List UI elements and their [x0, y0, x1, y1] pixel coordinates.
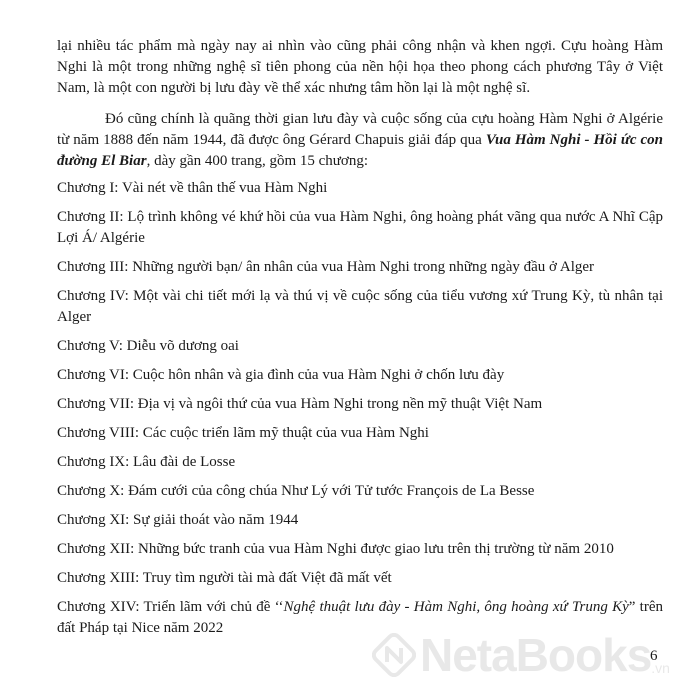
chapter-14-label: Chương XIV: Triển lãm với chủ đề ‘‘: [57, 599, 284, 615]
watermark-brand: NetaBooks: [420, 629, 652, 681]
chapter-item: Chương XI: Sự giải thoát vào năm 1944: [57, 512, 299, 528]
paragraph-book-info-text: Đó cũng chính là quãng thời gian lưu đày và cuộc sống của cựu hoàng Hàm Nghi ở Algérie từ năm 1888 đến năm 1944, đã được ông Gérard Chapuis giải đáp qua: [57, 111, 663, 148]
chapter-item: Chương VII: Địa vị và ngôi thứ của vua Hàm Nghi trong nền mỹ thuật Việt Nam: [57, 396, 543, 412]
chapter-item: Chương VIII: Các cuộc triển lãm mỹ thuật của vua Hàm Nghi: [57, 425, 429, 441]
chapter-item: Chương IV: Một vài chi tiết mới lạ và thú vị về cuộc sống của tiểu vương xứ Trung Kỳ, tù nhân tại Alger: [57, 288, 663, 325]
chapter-item: Chương V: Diễu võ dương oai: [57, 338, 239, 354]
chapter-list: [57, 178, 663, 639]
watermark-suffix: .vn: [651, 660, 670, 676]
netabooks-logo-icon: [372, 633, 416, 677]
chapter-item: Chương X: Đám cưới của công chúa Như Lý với Tử tước François de La Besse: [57, 483, 535, 499]
chapter-item: Chương IX: Lâu đài de Losse: [57, 454, 236, 470]
chapter-14-tail: ” trên đất Pháp tại Nice năm 2022: [57, 599, 663, 636]
book-title: Vua Hàm Nghi - Hồi ức con đường El Biar: [57, 132, 663, 169]
chapter-item: Chương VI: Cuộc hôn nhân và gia đình của vua Hàm Nghi ở chốn lưu đày: [57, 367, 505, 383]
chapter-14-exhibit-title: Nghệ thuật lưu đày - Hàm Nghi, ông hoàng xứ Trung Kỳ: [283, 599, 629, 615]
chapter-item: Chương XIII: Truy tìm người tài mà đất Việt đã mất vết: [57, 570, 392, 586]
page-number: 6: [650, 648, 658, 664]
chapter-item: Chương II: Lộ trình không vé khứ hồi của vua Hàm Nghi, ông hoàng phát vãng qua nước A Nhĩ Cập Lợi Á/ Algérie: [57, 209, 663, 246]
paragraph-intro: lại nhiều tác phẩm mà ngày nay ai nhìn vào cũng phải công nhận và khen ngợi. Cựu hoàng Hàm Nghi là một trong những nghệ sĩ tiên phong của nền hội họa theo phong cách phương Tây ở Việt Nam, là một con người bị lưu đày về thể xác nhưng tâm hồn lại là một nghệ sĩ.: [57, 38, 663, 96]
chapter-item: Chương I: Vài nét về thân thế vua Hàm Nghi: [57, 180, 328, 196]
chapter-item: Chương III: Những người bạn/ ân nhân của vua Hàm Nghi trong những ngày đầu ở Alger: [57, 259, 595, 275]
paragraph-book-info-tail: , dày gần 400 trang, gồm 15 chương:: [146, 153, 369, 169]
watermark: [372, 628, 670, 682]
chapter-item: Chương XII: Những bức tranh của vua Hàm Nghi được giao lưu trên thị trường từ năm 2010: [57, 541, 614, 557]
document-body: [57, 36, 663, 647]
paragraph-book-info: [57, 109, 663, 172]
